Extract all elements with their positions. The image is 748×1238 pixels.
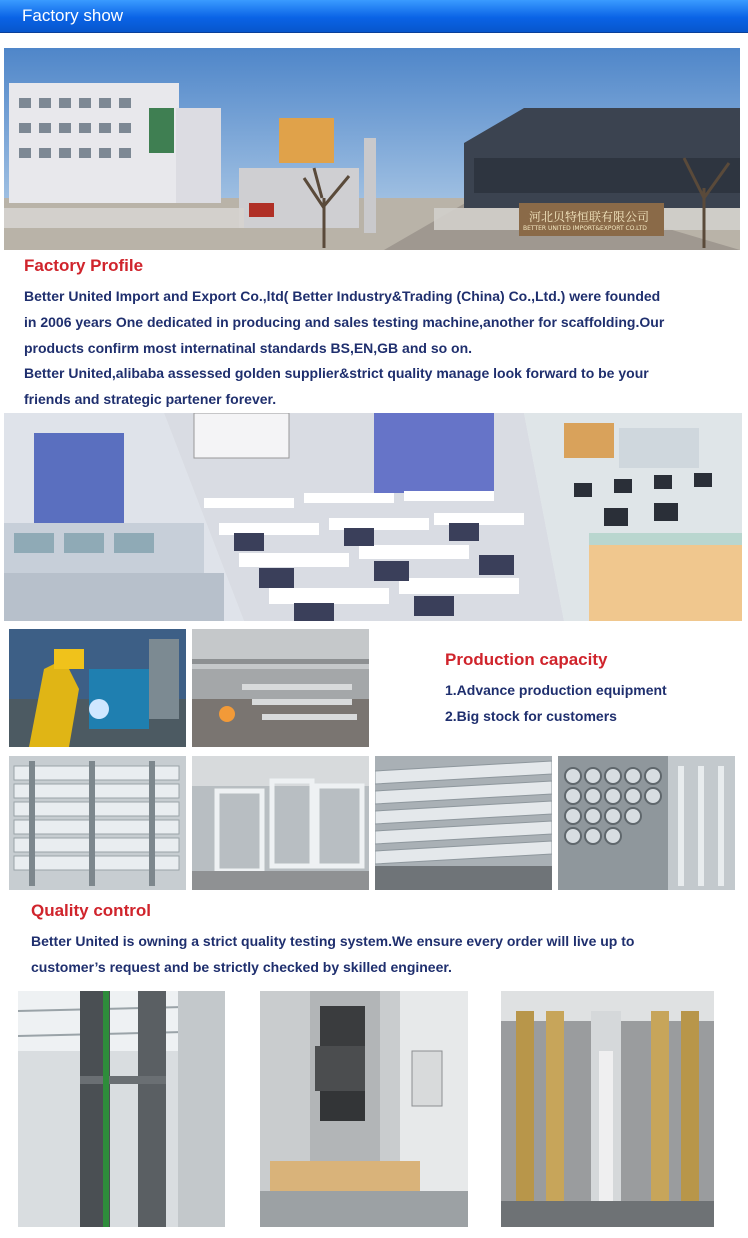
workshop-floor-photo xyxy=(192,629,369,747)
scaffold-ledgers-photo xyxy=(375,756,552,890)
sign-english-text: BETTER UNITED IMPORT&EXPORT CO.LTD xyxy=(523,225,647,232)
quality-control-title: Quality control xyxy=(31,901,151,920)
quality-line-2: customer’s request and be strictly checked by skilled engineer. xyxy=(31,959,452,975)
production-item-2: 2.Big stock for customers xyxy=(445,708,617,724)
header-title: Factory show xyxy=(22,6,124,25)
testing-frame-photo xyxy=(18,991,225,1227)
profile-line-4: Better United,alibaba assessed golden supplier&strict quality manage look forward to be your xyxy=(24,365,649,381)
profile-line-5: friends and strategic partener forever. xyxy=(24,391,277,407)
scaffold-frames-photo xyxy=(192,756,369,890)
production-capacity-title: Production capacity xyxy=(445,650,608,669)
welding-robot-photo xyxy=(9,629,186,747)
compression-tester-photo xyxy=(501,991,714,1227)
office-collage-photo xyxy=(4,413,742,621)
factory-profile-title: Factory Profile xyxy=(24,256,144,275)
factory-exterior-photo xyxy=(4,48,740,250)
sign-chinese-text: 河北贝特恒联有限公司 xyxy=(529,210,650,224)
profile-line-3: products confirm most internatinal standards BS,EN,GB and so on. xyxy=(24,340,473,356)
profile-line-2: in 2006 years One dedicated in producing and sales testing machine,another for scaffolding.Our xyxy=(24,314,665,330)
quality-line-1: Better United is owning a strict quality testing system.We ensure every order will live up to xyxy=(31,933,635,949)
tensile-tester-photo xyxy=(260,991,468,1227)
section-header-bar xyxy=(0,0,748,33)
scaffold-props-stack-photo xyxy=(9,756,186,890)
steel-tubes-photo xyxy=(558,756,735,890)
profile-line-1: Better United Import and Export Co.,ltd( Better Industry&Trading (China) Co.,Ltd.) were founded xyxy=(24,288,661,304)
production-item-1: 1.Advance production equipment xyxy=(445,682,667,698)
